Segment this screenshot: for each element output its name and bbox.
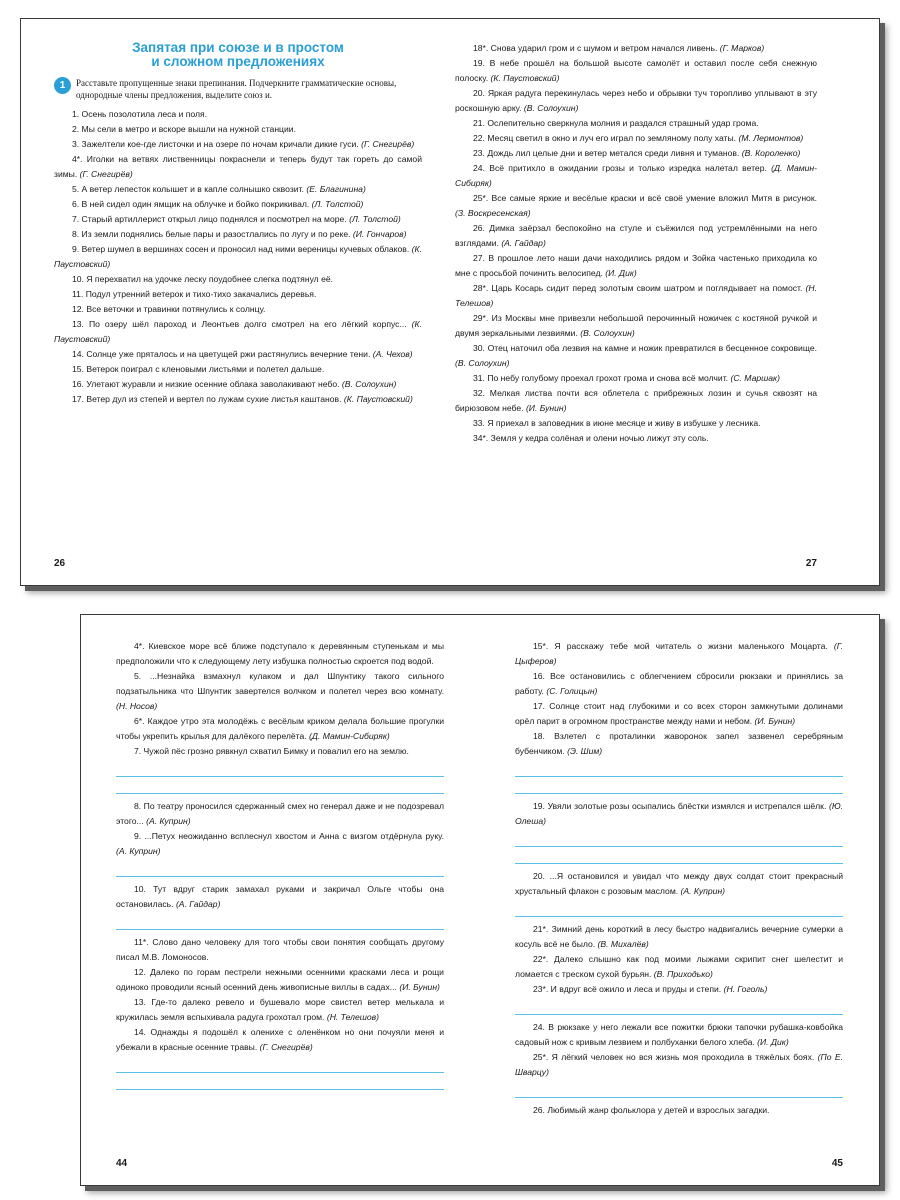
exercise-item — [455, 386, 817, 416]
author-attribution: (Л. Толстой) — [349, 214, 401, 224]
sentence-text: 18*. Снова ударил гром и с шумом и ветром начался ливень. — [473, 43, 718, 53]
exercise-item — [54, 227, 422, 242]
exercise-item — [116, 669, 444, 714]
exercise-item — [455, 116, 817, 131]
exercise-item — [54, 107, 422, 122]
answer-line — [515, 849, 843, 864]
sentence-text: 10. Я перехватил на удочке леску поудобнее слегка подтянул её. — [72, 274, 334, 284]
author-attribution: (И. Дик) — [605, 268, 637, 278]
sentence-text: 28*. Царь Косарь сидит перед золотым своим шатром и поглядывает на помост. — [473, 283, 803, 293]
author-attribution: (Э. Шим) — [567, 746, 603, 756]
exercise-list — [455, 41, 817, 446]
answer-line — [515, 832, 843, 847]
exercise-item — [455, 41, 817, 56]
sentence-text: 20. Яркая радуга перекинулась через небо и обрывки туч торопливо уплывают в эту роскошную арку. — [455, 88, 817, 113]
author-attribution: (И. Гончаров) — [352, 229, 407, 239]
sentence-text: 18. Взлетел с проталинки жаворонок запел зазвенел серебряным бубенчиком. — [515, 731, 843, 756]
answer-lines — [515, 832, 843, 864]
exercise-item — [515, 729, 843, 759]
page-number: 26 — [54, 558, 66, 569]
sentence-text: 5. А ветер лепесток колышет и в капле солнышко сквозит. — [72, 184, 304, 194]
answer-line — [515, 1000, 843, 1015]
title-line-1: Запятая при союзе и в простом — [132, 40, 344, 55]
author-attribution: (Г. Марков) — [719, 43, 765, 53]
answer-line — [116, 862, 444, 877]
exercise-item — [455, 311, 817, 341]
sentence-text: 11. Подул утренний ветерок и тихо-тихо закачались деревья. — [72, 289, 317, 299]
author-attribution: (Н. Носов) — [116, 701, 158, 711]
sentence-text: 11*. Слово дано человеку для того чтобы свои понятия сообщать другому писал М.В. Ломоносов. — [116, 937, 444, 962]
sentence-text: 30. Отец наточил оба лезвия на камне и ножик превратился в бесценное сокровище. — [473, 343, 817, 353]
sentence-text: 23*. И вдруг всё ожило и леса и пруды и степи. — [533, 984, 722, 994]
exercise-item — [455, 131, 817, 146]
sentence-text: 8. По театру проносился сдержанный смех но генерал даже и не подозревал этого... — [116, 801, 444, 826]
sentence-text: 6. В ней сидел один ямщик на облучке и бойко покрикивал. — [72, 199, 310, 209]
exercise-item — [54, 377, 422, 392]
sentence-text: 7. Чужой пёс грозно рявкнул схватил Бимку и повалил его на землю. — [134, 746, 409, 756]
sentence-text: 22. Месяц светил в окно и луч его играл по земляному полу хаты. — [473, 133, 737, 143]
exercise-item — [515, 952, 843, 982]
sentence-text: 26. Любимый жанр фольклора у детей и взрослых загадки. — [533, 1105, 770, 1115]
exercise-item — [54, 272, 422, 287]
task-text: Расставьте пропущенные знаки препинания. Подчеркните грамматические основы, однородные члены предложения, выделите союз и. — [76, 78, 397, 100]
exercise-item — [455, 416, 817, 431]
sentence-text: 8. Из земли поднялись белые пары и разостлались по лугу и по реке. — [72, 229, 351, 239]
sentence-text: 6*. Каждое утро эта молодёжь с весёлым криком делала большие прогулки чтобы укрепить крылья для далёкого перелёта. — [116, 716, 444, 741]
page-number: 44 — [116, 1158, 128, 1169]
sentence-text: 17. Солнце стоит над глубокими и со всех сторон замкнутыми долинами орёл парит в огромном пространстве между нами и небом. — [515, 701, 843, 726]
answer-lines — [515, 762, 843, 794]
answer-lines — [116, 1058, 444, 1090]
exercise-item — [116, 639, 444, 669]
exercise-item — [515, 639, 843, 669]
author-attribution: (По Е. Шварцу) — [515, 1052, 843, 1077]
author-attribution: (В. Солоухин) — [580, 328, 635, 338]
sentence-text: 16. Все остановились с облегчением сбросили рюкзаки и принялись за работу. — [515, 671, 843, 696]
author-attribution: (И. Бунин) — [399, 982, 440, 992]
sentence-text: 34*. Земля у кедра солёная и олени ночью лижут эту соль. — [473, 433, 709, 443]
author-attribution: (А. Гайдар) — [175, 899, 221, 909]
exercise-item — [116, 965, 444, 995]
exercise-item — [455, 56, 817, 86]
author-attribution: (С. Голицын) — [546, 686, 598, 696]
exercise-list — [116, 639, 444, 1090]
author-attribution: (А. Куприн) — [680, 886, 726, 896]
exercise-item — [54, 392, 422, 407]
exercise-item — [515, 1050, 843, 1080]
sentence-text: 13. Где-то далеко ревело и бушевало море свистел ветер мелькала и кружилась земля вспыхивала радуга грохотал гром. — [116, 997, 444, 1022]
exercise-item — [455, 251, 817, 281]
sentence-text: 10. Тут вдруг старик замахал руками и закричал Ольге чтобы она остановилась. — [116, 884, 444, 909]
exercise-item — [54, 152, 422, 182]
exercise-item — [455, 281, 817, 311]
task-instruction — [54, 77, 422, 101]
author-attribution: (Д. Мамин-Сибиряк) — [309, 731, 390, 741]
answer-lines — [515, 1000, 843, 1015]
sentence-text: 17. Ветер дул из степей и вертел по лужам сухие листья каштанов. — [72, 394, 342, 404]
exercise-item — [54, 362, 422, 377]
author-attribution: (И. Дик) — [757, 1037, 789, 1047]
exercise-item — [515, 982, 843, 997]
title-line-2: и сложном предложениях — [151, 54, 325, 69]
author-attribution: (А. Гайдар) — [501, 238, 546, 248]
page-number: 27 — [805, 558, 817, 569]
exercise-item — [515, 869, 843, 899]
answer-lines — [116, 762, 444, 794]
exercise-item — [116, 799, 444, 829]
answer-line — [515, 902, 843, 917]
author-attribution: (А. Куприн) — [146, 816, 191, 826]
sentence-text: 21. Ослепительно сверкнула молния и раздался страшный удар грома. — [473, 118, 759, 128]
sentence-text: 19. Увяли золотые розы осыпались блёстки измялся и истрепался шёлк. — [533, 801, 827, 811]
page-44 — [116, 615, 444, 1185]
answer-line — [515, 779, 843, 794]
author-attribution: (В. Солоухин) — [523, 103, 579, 113]
author-attribution: (В. Приходько) — [653, 969, 713, 979]
exercise-item — [116, 882, 444, 912]
bottom-spread — [80, 614, 880, 1186]
author-attribution: (Д. Мамин-Сибиряк) — [455, 163, 818, 188]
exercise-item — [54, 242, 422, 272]
author-attribution: (Г. Снегирёв) — [79, 169, 133, 179]
exercise-item — [54, 347, 422, 362]
sentence-text: 20. ...Я остановился и увидал что между двух солдат стоит прекрасный хрустальный флакон с розовым маслом. — [515, 871, 843, 896]
sentence-text: 1. Осень позолотила леса и поля. — [72, 109, 208, 119]
exercise-list — [515, 639, 843, 1118]
exercise-item — [54, 302, 422, 317]
answer-lines — [515, 1083, 843, 1098]
sentence-text: 2. Мы сели в метро и вскоре вышли на нужной станции. — [72, 124, 296, 134]
task-number-badge: 1 — [54, 77, 71, 94]
author-attribution: (К. Паустовский) — [54, 244, 422, 269]
sentence-text: 24. В рюкзаке у него лежали все пожитки брюки тапочки рубашка-ковбойка садовый нож с кривым лезвием и полбуханки белого хлеба. — [515, 1022, 843, 1047]
page-27 — [455, 19, 817, 585]
exercise-item — [455, 431, 817, 446]
author-attribution: (В. Солоухин) — [455, 358, 510, 368]
sentence-text: 14. Однажды я подошёл к оленихе с оленёнком но они почуяли меня и убежали в красные осенние травы. — [116, 1027, 444, 1052]
answer-line — [116, 762, 444, 777]
exercise-item — [455, 86, 817, 116]
exercise-item — [515, 669, 843, 699]
author-attribution: (В. Михалёв) — [597, 939, 649, 949]
exercise-item — [116, 714, 444, 744]
answer-line — [116, 779, 444, 794]
exercise-item — [116, 1025, 444, 1055]
author-attribution: (И. Бунин) — [754, 716, 796, 726]
sentence-text: 21*. Зимний день короткий в лесу быстро надвигались вечерние сумерки а косуль всё не было. — [515, 924, 843, 949]
answer-line — [116, 1075, 444, 1090]
top-spread — [20, 18, 880, 586]
sentence-text: 12. Далеко по горам пестрели нежными осенними красками леса и рощи одиноко проводили ясный осенний день живописные виллы в садах... — [116, 967, 444, 992]
exercise-item — [515, 1020, 843, 1050]
exercise-item — [116, 829, 444, 859]
exercise-item — [455, 146, 817, 161]
exercise-item — [54, 317, 422, 347]
answer-lines — [116, 915, 444, 930]
sentence-text: 33. Я приехал в заповедник в июне месяце и живу в избушке у лесника. — [473, 418, 761, 428]
exercise-item — [515, 1103, 843, 1118]
page-45 — [515, 615, 843, 1185]
exercise-item — [455, 191, 817, 221]
sentence-text: 4*. Иголки на ветвях лиственницы покраснели и теперь будут так гореть до самой зимы. — [54, 154, 422, 179]
sentence-text: 22*. Далеко слышно как под моими лыжами скрипит снег шелестит и ломается с треском сухой бурьян. — [515, 954, 843, 979]
exercise-item — [116, 744, 444, 759]
author-attribution: (К. Паустовский) — [490, 73, 560, 83]
exercise-item — [54, 197, 422, 212]
sentence-text: 3. Зажелтели кое-где листочки и на озере по ночам кричали дикие гуси. — [72, 139, 359, 149]
answer-lines — [515, 902, 843, 917]
exercise-item — [54, 287, 422, 302]
exercise-item — [116, 935, 444, 965]
author-attribution: (А. Чехов) — [372, 349, 413, 359]
author-attribution: (М. Лермонтов) — [738, 133, 804, 143]
sentence-text: 9. ...Петух неожиданно всплеснул хвостом и Анна с визгом отдёрнула руку. — [134, 831, 444, 841]
exercise-item — [455, 161, 817, 191]
author-attribution: (Г. Снегирёв) — [361, 139, 415, 149]
exercise-item — [455, 221, 817, 251]
author-attribution: (Н. Телешов) — [455, 283, 818, 308]
sentence-text: 31. По небу голубому проехал грохот грома и снова всё молчит. — [473, 373, 729, 383]
author-attribution: (А. Куприн) — [116, 846, 161, 856]
exercise-item — [54, 137, 422, 152]
sentence-text: 13. По озеру шёл пароход и Леонтьев долго смотрел на его лёгкий корпус... — [72, 319, 407, 329]
sentence-text: 14. Солнце уже пряталось и на цветущей ржи растянулись вечерние тени. — [72, 349, 371, 359]
sentence-text: 29*. Из Москвы мне привезли небольшой перочинный ножичек с костяной ручкой и двумя зеркальными лезвиями. — [455, 313, 817, 338]
author-attribution: (В. Короленко) — [741, 148, 801, 158]
author-attribution: (Н. Телешов) — [326, 1012, 380, 1022]
answer-line — [515, 762, 843, 777]
exercise-item — [54, 182, 422, 197]
author-attribution: (С. Маршак) — [730, 373, 780, 383]
sentence-text: 32. Мелкая листва почти вся облетела с прибрежных лозин и сучья сквозят на бирюзовом небе. — [455, 388, 817, 413]
exercise-item — [515, 922, 843, 952]
sentence-text: 15*. Я расскажу тебе мой читатель о жизни маленького Моцарта. — [533, 641, 828, 651]
author-attribution: (К. Паустовский) — [54, 319, 422, 344]
author-attribution: (К. Паустовский) — [343, 394, 413, 404]
answer-line — [116, 1058, 444, 1073]
author-attribution: (Л. Толстой) — [311, 199, 364, 209]
sentence-text: 25*. Все самые яркие и весёлые краски и всё своё умение вложил Митя в рисунок. — [473, 193, 817, 203]
author-attribution: (Е. Благинина) — [306, 184, 366, 194]
author-attribution: (Ю. Олеша) — [515, 801, 843, 826]
sentence-text: 19. В небе прошёл на большой высоте самолёт и оставил после себя снежную полоску. — [455, 58, 817, 83]
exercise-item — [455, 341, 817, 371]
sentence-text: 7. Старый артиллерист открыл лицо поднялся и посмотрел на море. — [72, 214, 347, 224]
sentence-text: 15. Ветерок поиграл с кленовыми листьями и полетел дальше. — [72, 364, 325, 374]
sentence-text: 4*. Киевское море всё ближе подступало к деревянным ступенькам и мы предположили что к следующему лету избушка полностью скроется под водой. — [116, 641, 444, 666]
author-attribution: (Г. Цыферов) — [515, 641, 843, 666]
author-attribution: (В. Солоухин) — [341, 379, 397, 389]
author-attribution: (Н. Гоголь) — [723, 984, 768, 994]
sentence-text: 12. Все веточки и травинки потянулись к солнцу. — [72, 304, 266, 314]
sentence-text: 24. Всё притихло в ожидании грозы и только изредка налетал ветер. — [473, 163, 767, 173]
section-title — [54, 41, 422, 69]
exercise-list — [54, 107, 422, 407]
sentence-text: 27. В прошлое лето наши дачи находились рядом и Зойка частенько приходила ко мне с просьбой починить велосипед. — [455, 253, 817, 278]
page-number: 45 — [831, 1158, 843, 1169]
author-attribution: (Г. Снегирёв) — [259, 1042, 313, 1052]
sentence-text: 5. ...Незнайка взмахнул кулаком и дал Шпунтику такого сильного подзатыльника что Шпунтик завертелся волчком и полетел через всю комнату. — [116, 671, 444, 696]
exercise-item — [54, 212, 422, 227]
sentence-text: 25*. Я лёгкий человек но вся жизнь моя проходила в тяжёлых боях. — [533, 1052, 815, 1062]
exercise-item — [515, 799, 843, 829]
answer-line — [116, 915, 444, 930]
sentence-text: 26. Димка заёрзал беспокойно на стуле и съёжился под устремлёнными на него взглядами. — [455, 223, 817, 248]
answer-lines — [116, 862, 444, 877]
exercise-item — [515, 699, 843, 729]
sentence-text: 23. Дождь лил целые дни и ветер метался среди ливня и туманов. — [473, 148, 740, 158]
answer-line — [515, 1083, 843, 1098]
page-26 — [54, 19, 422, 585]
sentence-text: 16. Улетают журавли и низкие осенние облака заволакивают небо. — [72, 379, 340, 389]
sentence-text: 9. Ветер шумел в вершинах сосен и проносил над ними вереницы кучевых облаков. — [72, 244, 410, 254]
author-attribution: (З. Воскресенская) — [455, 208, 531, 218]
exercise-item — [455, 371, 817, 386]
exercise-item — [54, 122, 422, 137]
exercise-item — [116, 995, 444, 1025]
author-attribution: (И. Бунин) — [525, 403, 567, 413]
